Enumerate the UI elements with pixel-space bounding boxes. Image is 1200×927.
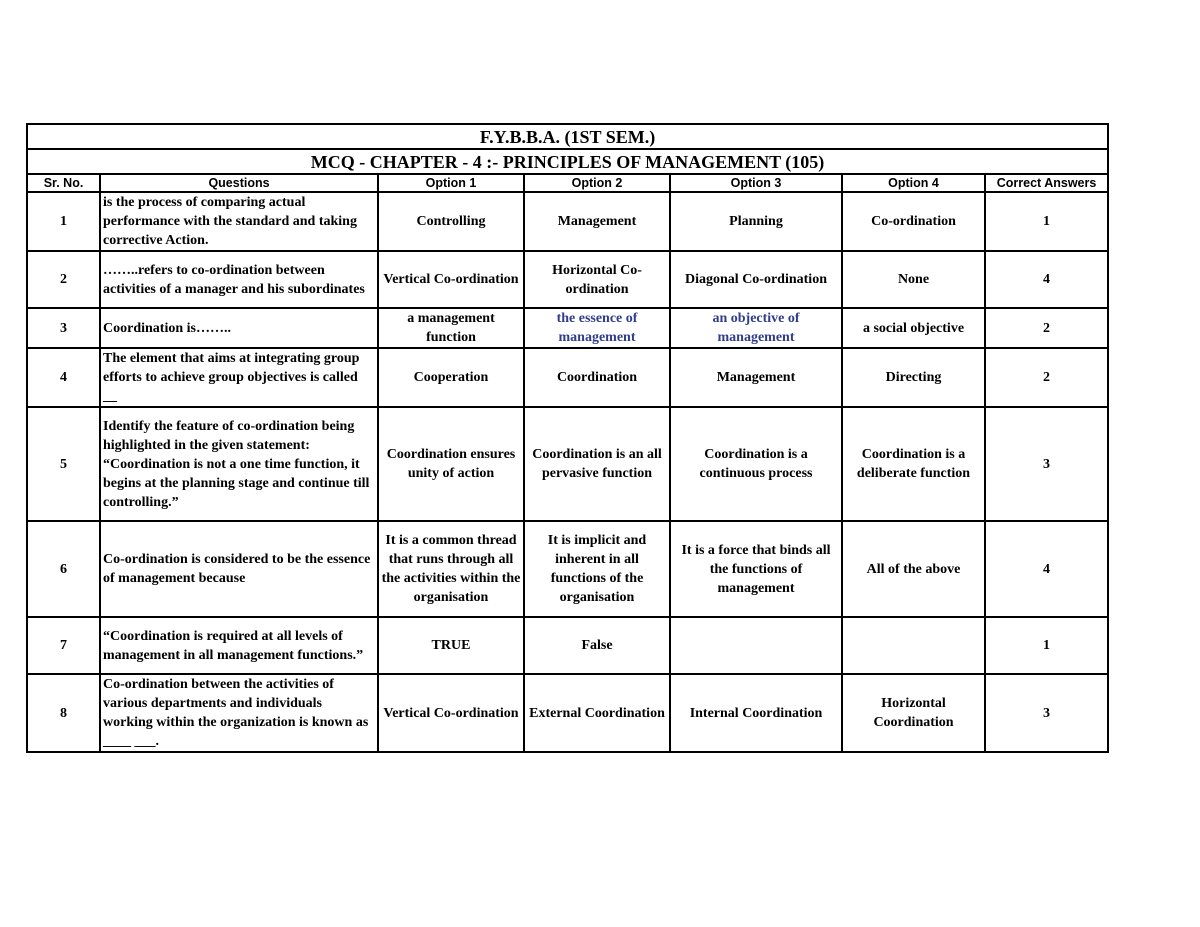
question-cell: Coordination is…….. [100,308,378,348]
option-3-cell: Coordination is a continuous process [670,407,842,521]
option-3-cell: an objective of management [670,308,842,348]
option-4-cell [842,617,985,674]
question-cell: is the process of comparing actual performance with the standard and taking corrective Action. [100,192,378,251]
header-option-2: Option 2 [524,174,670,192]
header-option-1: Option 1 [378,174,524,192]
option-4-cell: Directing [842,348,985,407]
option-2-cell: Coordination is an all pervasive function [524,407,670,521]
answer-cell: 1 [985,192,1108,251]
answer-cell: 3 [985,674,1108,752]
header-option-4: Option 4 [842,174,985,192]
option-3-cell: Internal Coordination [670,674,842,752]
question-cell: “Coordination is required at all levels of management in all management functions.” [100,617,378,674]
table-row [27,521,1108,617]
option-1-cell: a management function [378,308,524,348]
answer-cell: 3 [985,407,1108,521]
option-2-cell: It is implicit and inherent in all functions of the organisation [524,521,670,617]
option-2-cell: Management [524,192,670,251]
sr-no-cell: 3 [27,308,100,348]
sr-no-cell: 2 [27,251,100,308]
option-2-cell: External Coordination [524,674,670,752]
option-1-cell: TRUE [378,617,524,674]
question-cell: Co-ordination is considered to be the essence of management because [100,521,378,617]
question-cell: The element that aims at integrating group efforts to achieve group objectives is called __ [100,348,378,407]
answer-cell: 4 [985,521,1108,617]
answer-cell: 4 [985,251,1108,308]
option-3-cell [670,617,842,674]
header-questions: Questions [100,174,378,192]
sheet-subtitle: MCQ - CHAPTER - 4 :- PRINCIPLES OF MANAGEMENT (105) [27,149,1108,174]
table-row [27,348,1108,407]
option-4-cell: Co-ordination [842,192,985,251]
sr-no-cell: 1 [27,192,100,251]
option-2-cell: the essence of management [524,308,670,348]
option-1-cell: Controlling [378,192,524,251]
option-2-cell: Horizontal Co-ordination [524,251,670,308]
sr-no-cell: 5 [27,407,100,521]
header-correct-answers: Correct Answers [985,174,1108,192]
table-row [27,617,1108,674]
header-option-3: Option 3 [670,174,842,192]
sr-no-cell: 4 [27,348,100,407]
answer-cell: 2 [985,348,1108,407]
table-row [27,407,1108,521]
question-cell: Identify the feature of co-ordination being highlighted in the given statement: “Coordination is not a one time function, it begins at the planning stage and continue till controlling.” [100,407,378,521]
option-3-cell: Diagonal Co-ordination [670,251,842,308]
option-3-cell: Management [670,348,842,407]
option-4-cell: Horizontal Coordination [842,674,985,752]
sr-no-cell: 7 [27,617,100,674]
sheet-title: F.Y.B.B.A. (1ST SEM.) [27,124,1108,149]
option-4-cell: a social objective [842,308,985,348]
option-1-cell: Cooperation [378,348,524,407]
answer-cell: 1 [985,617,1108,674]
sr-no-cell: 6 [27,521,100,617]
option-3-cell: It is a force that binds all the functions of management [670,521,842,617]
option-1-cell: Vertical Co-ordination [378,251,524,308]
option-1-cell: Coordination ensures unity of action [378,407,524,521]
mcq-table [26,123,1109,753]
option-4-cell: None [842,251,985,308]
question-cell: ……..refers to co-ordination between activities of a manager and his subordinates [100,251,378,308]
option-1-cell: It is a common thread that runs through all the activities within the organisation [378,521,524,617]
option-2-cell: Coordination [524,348,670,407]
option-3-cell: Planning [670,192,842,251]
table-row [27,251,1108,308]
answer-cell: 2 [985,308,1108,348]
header-sr-no: Sr. No. [27,174,100,192]
table-row [27,308,1108,348]
option-2-cell: False [524,617,670,674]
question-cell: Co-ordination between the activities of various departments and individuals working within the organization is known as ____ ___. [100,674,378,752]
sr-no-cell: 8 [27,674,100,752]
table-row [27,674,1108,752]
table-row [27,192,1108,251]
option-4-cell: All of the above [842,521,985,617]
option-1-cell: Vertical Co-ordination [378,674,524,752]
option-4-cell: Coordination is a deliberate function [842,407,985,521]
header-row [27,174,1108,192]
